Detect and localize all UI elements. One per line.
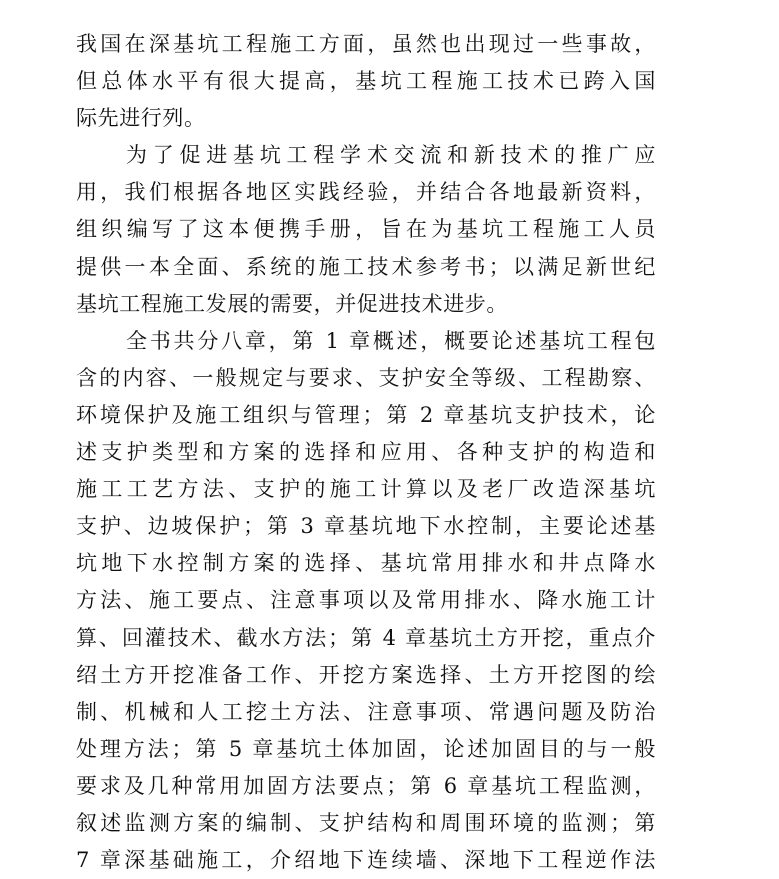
text-line: 7 章深基础施工，介绍地下连续墙、深地下工程逆作法 xyxy=(76,848,656,873)
text-line: 坑地下水控制方案的选择、基坑常用排水和井点降水 xyxy=(76,551,656,576)
text-line: 要求及几种常用加固方法要点；第 6 章基坑工程监测， xyxy=(76,773,656,798)
text-line: 际先进行列。 xyxy=(76,106,206,131)
text-line: 支护、边坡保护；第 3 章基坑地下水控制，主要论述基 xyxy=(76,514,656,539)
text-line: 用，我们根据各地区实践经验，并结合各地最新资料， xyxy=(76,180,656,205)
text-line: 制、机械和人工挖土方法、注意事项、常遇问题及防治 xyxy=(76,699,656,724)
body-text xyxy=(76,26,656,879)
text-line: 述支护类型和方案的选择和应用、各种支护的构造和 xyxy=(76,440,656,465)
text-line: 环境保护及施工组织与管理；第 2 章基坑支护技术，论 xyxy=(76,402,656,427)
text-line: 提供一本全面、系统的施工技术参考书；以满足新世纪 xyxy=(76,254,656,279)
text-line: 含的内容、一般规定与要求、支护安全等级、工程勘察、 xyxy=(76,365,656,390)
text-line: 施工工艺方法、支护的施工计算以及老厂改造深基坑 xyxy=(76,477,656,502)
text-line: 方法、施工要点、注意事项以及常用排水、降水施工计 xyxy=(76,588,656,613)
text-line: 为了促进基坑工程学术交流和新技术的推广应 xyxy=(126,143,656,168)
text-line: 但总体水平有很大提高，基坑工程施工技术已跨入国 xyxy=(76,69,656,94)
text-line: 算、回灌技术、截水方法；第 4 章基坑土方开挖，重点介 xyxy=(76,625,656,650)
text-line: 叙述监测方案的编制、支护结构和周围环境的监测；第 xyxy=(76,810,656,835)
text-line: 基坑工程施工发展的需要，并促进技术进步。 xyxy=(76,291,508,316)
text-line: 我国在深基坑工程施工方面，虽然也出现过一些事故， xyxy=(76,32,656,56)
text-line: 绍土方开挖准备工作、开挖方案选择、土方开挖图的绘 xyxy=(76,662,656,687)
text-line: 组织编写了这本便携手册，旨在为基坑工程施工人员 xyxy=(76,217,656,242)
text-line: 处理方法；第 5 章基坑土体加固，论述加固目的与一般 xyxy=(76,736,656,761)
text-line: 全书共分八章，第 1 章概述，概要论述基坑工程包 xyxy=(126,328,656,353)
